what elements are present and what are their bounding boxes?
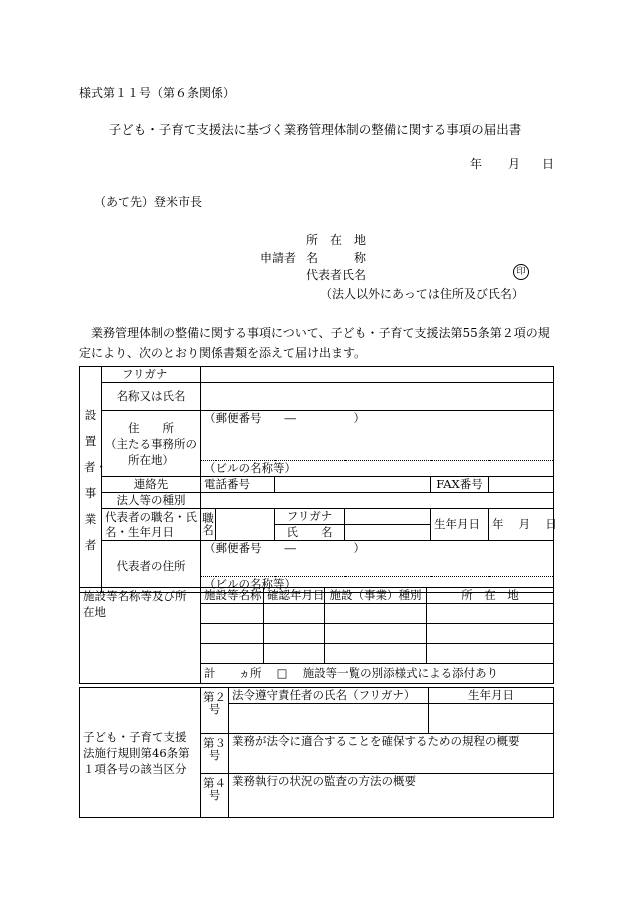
facility-row-cell[interactable] (325, 604, 427, 624)
postal-code[interactable]: （郵便番号 ― ） (201, 411, 554, 461)
name-label: 名称又は氏名 (102, 383, 201, 411)
facility-row-cell[interactable] (427, 604, 554, 624)
total-label: 計 ヵ所 (204, 666, 262, 680)
facility-row-cell[interactable] (325, 624, 427, 644)
phone-label: 電話番号 (201, 477, 275, 493)
applicant-note: （法人以外にあっては住所及び氏名） (320, 287, 524, 301)
rep-building-name[interactable]: （ビルの名称等） (201, 577, 554, 593)
corp-type-value[interactable] (201, 493, 554, 509)
date-day-label: 日 (542, 157, 555, 171)
item4-label[interactable]: 業務執行の状況の監査の方法の概要 (229, 774, 554, 818)
item2-number: 第２号 (201, 688, 229, 734)
furigana-label: フリガナ (102, 367, 201, 383)
rep-address-label: 代表者の住所 (102, 541, 201, 593)
fax-value[interactable] (489, 477, 554, 493)
applicant-name-label: 名 称 (306, 251, 367, 265)
name-value[interactable] (201, 383, 554, 411)
applicant-label: 申請者 (260, 251, 297, 265)
rep-name-label: 氏 名 (275, 525, 345, 541)
building-name[interactable]: （ビルの名称等） (201, 461, 554, 477)
contact-label: 連絡先 (102, 477, 201, 493)
furigana-value[interactable] (201, 367, 554, 383)
item2-birth-label: 生年月日 (429, 688, 554, 704)
addressee: （あて先）登米市長 (94, 195, 203, 209)
rep-postal-code[interactable]: （郵便番号 ― ） (201, 541, 554, 577)
attach-checkbox[interactable]: □ (276, 666, 288, 680)
date-year-label: 年 (470, 157, 483, 171)
birth-month-label: 月 (518, 517, 531, 531)
location-header: 所 在 地 (427, 588, 554, 604)
rule-section-table (79, 687, 554, 818)
rep-name-value[interactable] (345, 525, 431, 541)
item3-number: 第３号 (201, 734, 229, 774)
form-number: 様式第１１号（第６条関係） (79, 86, 236, 100)
item3-label[interactable]: 業務が法令に適合することを確保するための規程の概要 (229, 734, 554, 774)
facility-row-cell[interactable] (201, 624, 264, 644)
address-label: 住 所 (128, 420, 174, 435)
section-installer-label: 設置者・事業者 (80, 367, 102, 593)
item2-label: 法令遵守責任者の氏名（フリガナ） (229, 688, 429, 704)
facility-row-cell[interactable] (201, 604, 264, 624)
facility-name-header: 施設等名称 (201, 588, 264, 604)
address-sub-label: （主たる事務所の所在地） (105, 436, 197, 467)
phone-value[interactable] (275, 477, 431, 493)
notification-form-table (79, 366, 557, 593)
rep-furigana-label: フリガナ (275, 509, 345, 525)
fax-label: FAX番号 (431, 477, 489, 493)
facility-row-cell[interactable] (427, 624, 554, 644)
title-value[interactable] (216, 509, 275, 541)
document-title: 子ども・子育て支援法に基づく業務管理体制の整備に関する事項の届出書 (108, 122, 522, 137)
rule-section-label: 子ども・子育て支援法施行規則第46条第１項各号の該当区分 (80, 688, 201, 818)
seal-mark: 印 (513, 264, 529, 280)
confirm-date-header: 確認年月日 (264, 588, 325, 604)
facility-row-cell[interactable] (427, 644, 554, 664)
facility-table (79, 587, 554, 684)
facility-row-cell[interactable] (264, 644, 325, 664)
facility-type-header: 施設（事業）種別 (325, 588, 427, 604)
applicant-rep-label: 代表者氏名 (306, 268, 367, 282)
corp-type-label: 法人等の種別 (102, 493, 201, 509)
facility-row-cell[interactable] (201, 644, 264, 664)
body-text: 業務管理体制の整備に関する事項について、子ども・子育て支援法第55条第２項の規定により、次のとおり関係書類を添えて届け出ます。 (79, 326, 550, 360)
birth-label: 生年月日 (431, 509, 489, 541)
birth-date-fields[interactable] (489, 509, 557, 541)
item2-name-value[interactable] (229, 704, 429, 734)
facility-row-cell[interactable] (264, 624, 325, 644)
address-label-group (102, 411, 201, 477)
birth-year-label: 年 (492, 517, 504, 531)
birth-day-label: 日 (545, 517, 557, 531)
rep-title-label: 代表者の職名・氏名・生年月日 (102, 509, 201, 541)
facility-row-cell[interactable] (264, 604, 325, 624)
item2-birth-value[interactable] (429, 704, 554, 734)
item4-number: 第４号 (201, 774, 229, 818)
rep-furigana-value[interactable] (345, 509, 431, 525)
facility-row-cell[interactable] (325, 644, 427, 664)
date-month-label: 月 (508, 157, 521, 171)
facility-section-label: 施設等名称等及び所在地 (80, 588, 201, 684)
title-short-label: 職名 (201, 509, 216, 541)
applicant-address-label: 所 在 地 (306, 233, 367, 247)
facility-total-row (201, 664, 554, 684)
attach-note: 施設等一覧の別添様式による添付あり (302, 666, 499, 680)
